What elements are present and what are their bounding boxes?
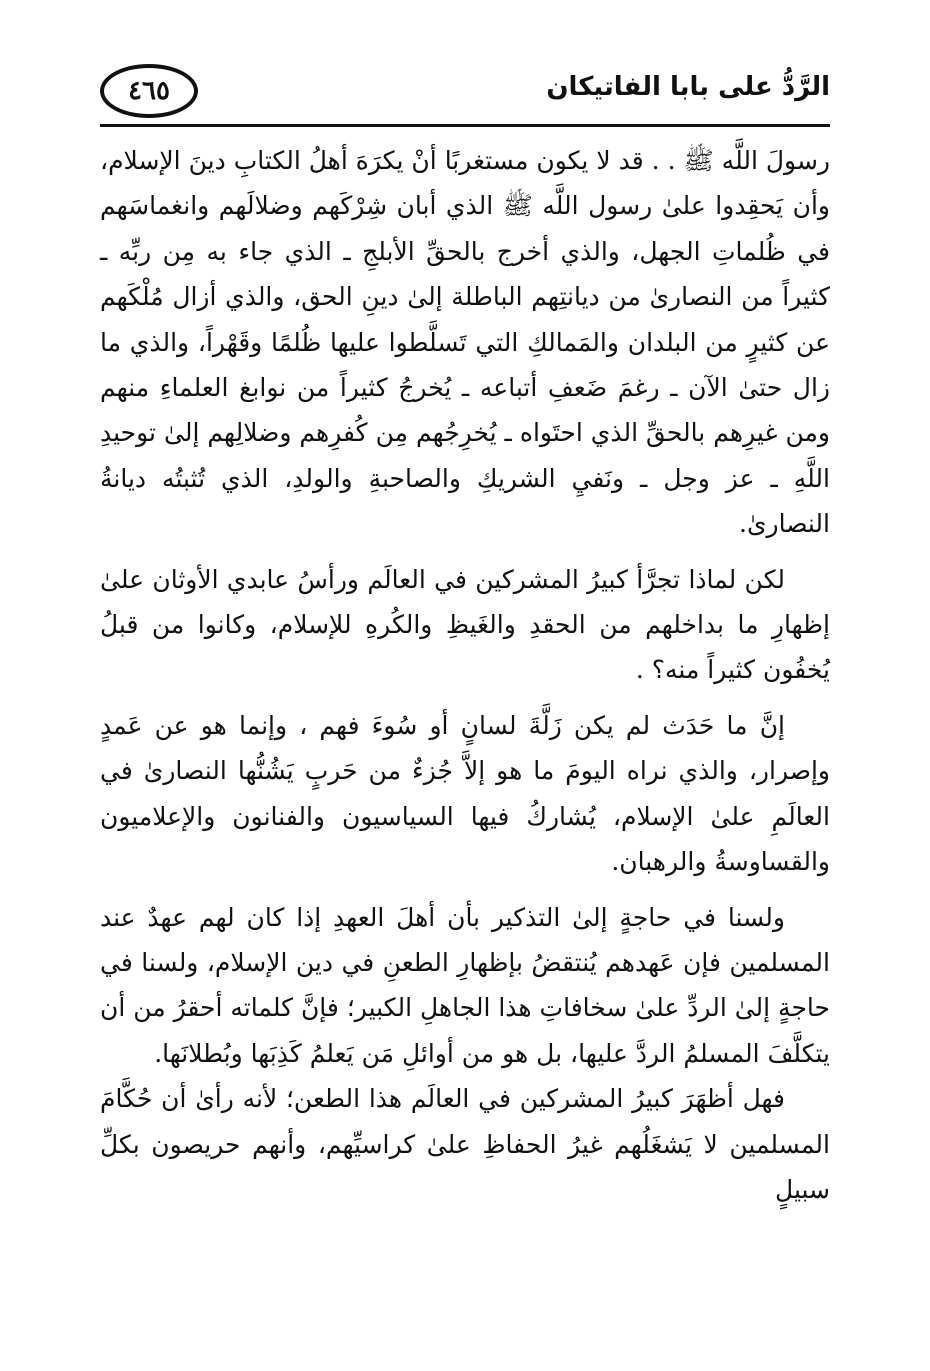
page-header (100, 58, 830, 128)
page-number-badge (100, 64, 198, 118)
page-number: ٤٦٥ (128, 76, 170, 106)
paragraph-2: لكن لماذا تجرَّأ كبيرُ المشركين في العالَم ورأسُ عابدي الأوثان علىٰ إظهارِ ما بداخلهم من الحقدِ والغَيظِ والكُرهِ للإسلام، وكانوا من قبلُ يُخفُون كثيراً منه؟ . (100, 564, 830, 685)
paragraph-3: إنَّ ما حَدَث لم يكن زَلَّةَ لسانٍ أو سُوءَ فهم ، وإنما هو عن عَمدٍ وإصرار، والذي نراه اليومَ ما هو إلاَّ جُزءٌ من حَربٍ يَشُنُّها النصارىٰ في العالَمِ علىٰ الإسلام، يُشاركُ فيها السياسيون والفنانون والإعلاميون والقساوسةُ والرهبان. (100, 710, 830, 877)
running-title: الرَّدُّ على بابا الفاتيكان (546, 72, 830, 102)
body-text (100, 138, 830, 1212)
paragraph-4: ولسنا في حاجةٍ إلىٰ التذكير بأن أهلَ العهدِ إذا كان لهم عهدٌ عند المسلمين فإن عَهدهم يُنتقضُ بإظهارِ الطعنِ في دين الإسلام، ولسنا في حاجةٍ إلىٰ الردِّ علىٰ سخافاتِ هذا الجاهلِ الكبير؛ فإنَّ كلماته أحقرُ من أن يتكلَّفَ المسلمُ الردَّ عليها، بل هو من أوائلِ مَن يَعلمُ كَذِبَها وبُطلانَها. (99, 902, 830, 1068)
paragraph-5: فهل أظهَرَ كبيرُ المشركين في العالَم هذا الطعن؛ لأنه رأىٰ أن حُكَّامَ المسلمين لا يَشغَلُهم غيرُ الحفاظِ علىٰ كراسيِّهم، وأنهم حريصون بكلِّ سبيلٍ (100, 1084, 830, 1204)
header-rule (100, 124, 830, 127)
paragraph-1: رسولَ اللَّه ﷺ . . قد لا يكون مستغربًا أنْ يكرَهَ أهلُ الكتابِ دينَ الإسلام، وأن يَحقِدوا علىٰ رسول اللَّه ﷺ الذي أبان شِرْكَهم وضلالَهم وانغماسَهم في ظُلماتِ الجهل، والذي أخرج بالحقِّ الأبلجِ ـ الذي جاء به مِن ربِّه ـ كثيراً من النصارىٰ من ديانتِهم الباطلة إلىٰ دينِ الحق، والذي أزال مُلْكَهم عن كثيرٍ من البلدان والمَمالكِ التي تَسلَّطوا عليها ظُلمًا وقَهْراً، والذي ما زال حتىٰ الآن ـ رغمَ ضَعفِ أتباعه ـ يُخرجُ كثيراً من نوابغ العلماءِ منهم ومن غيرِهم بالحقِّ الذي احتَواه ـ يُخرِجُهم مِن كُفرِهم وضلالِهم إلىٰ توحيدِ اللَّهِ ـ عز وجل ـ ونَفيِ الشريكِ والصاحبةِ والولدِ، الذي تُثبتُه ديانةُ النصارىٰ. (100, 146, 830, 539)
